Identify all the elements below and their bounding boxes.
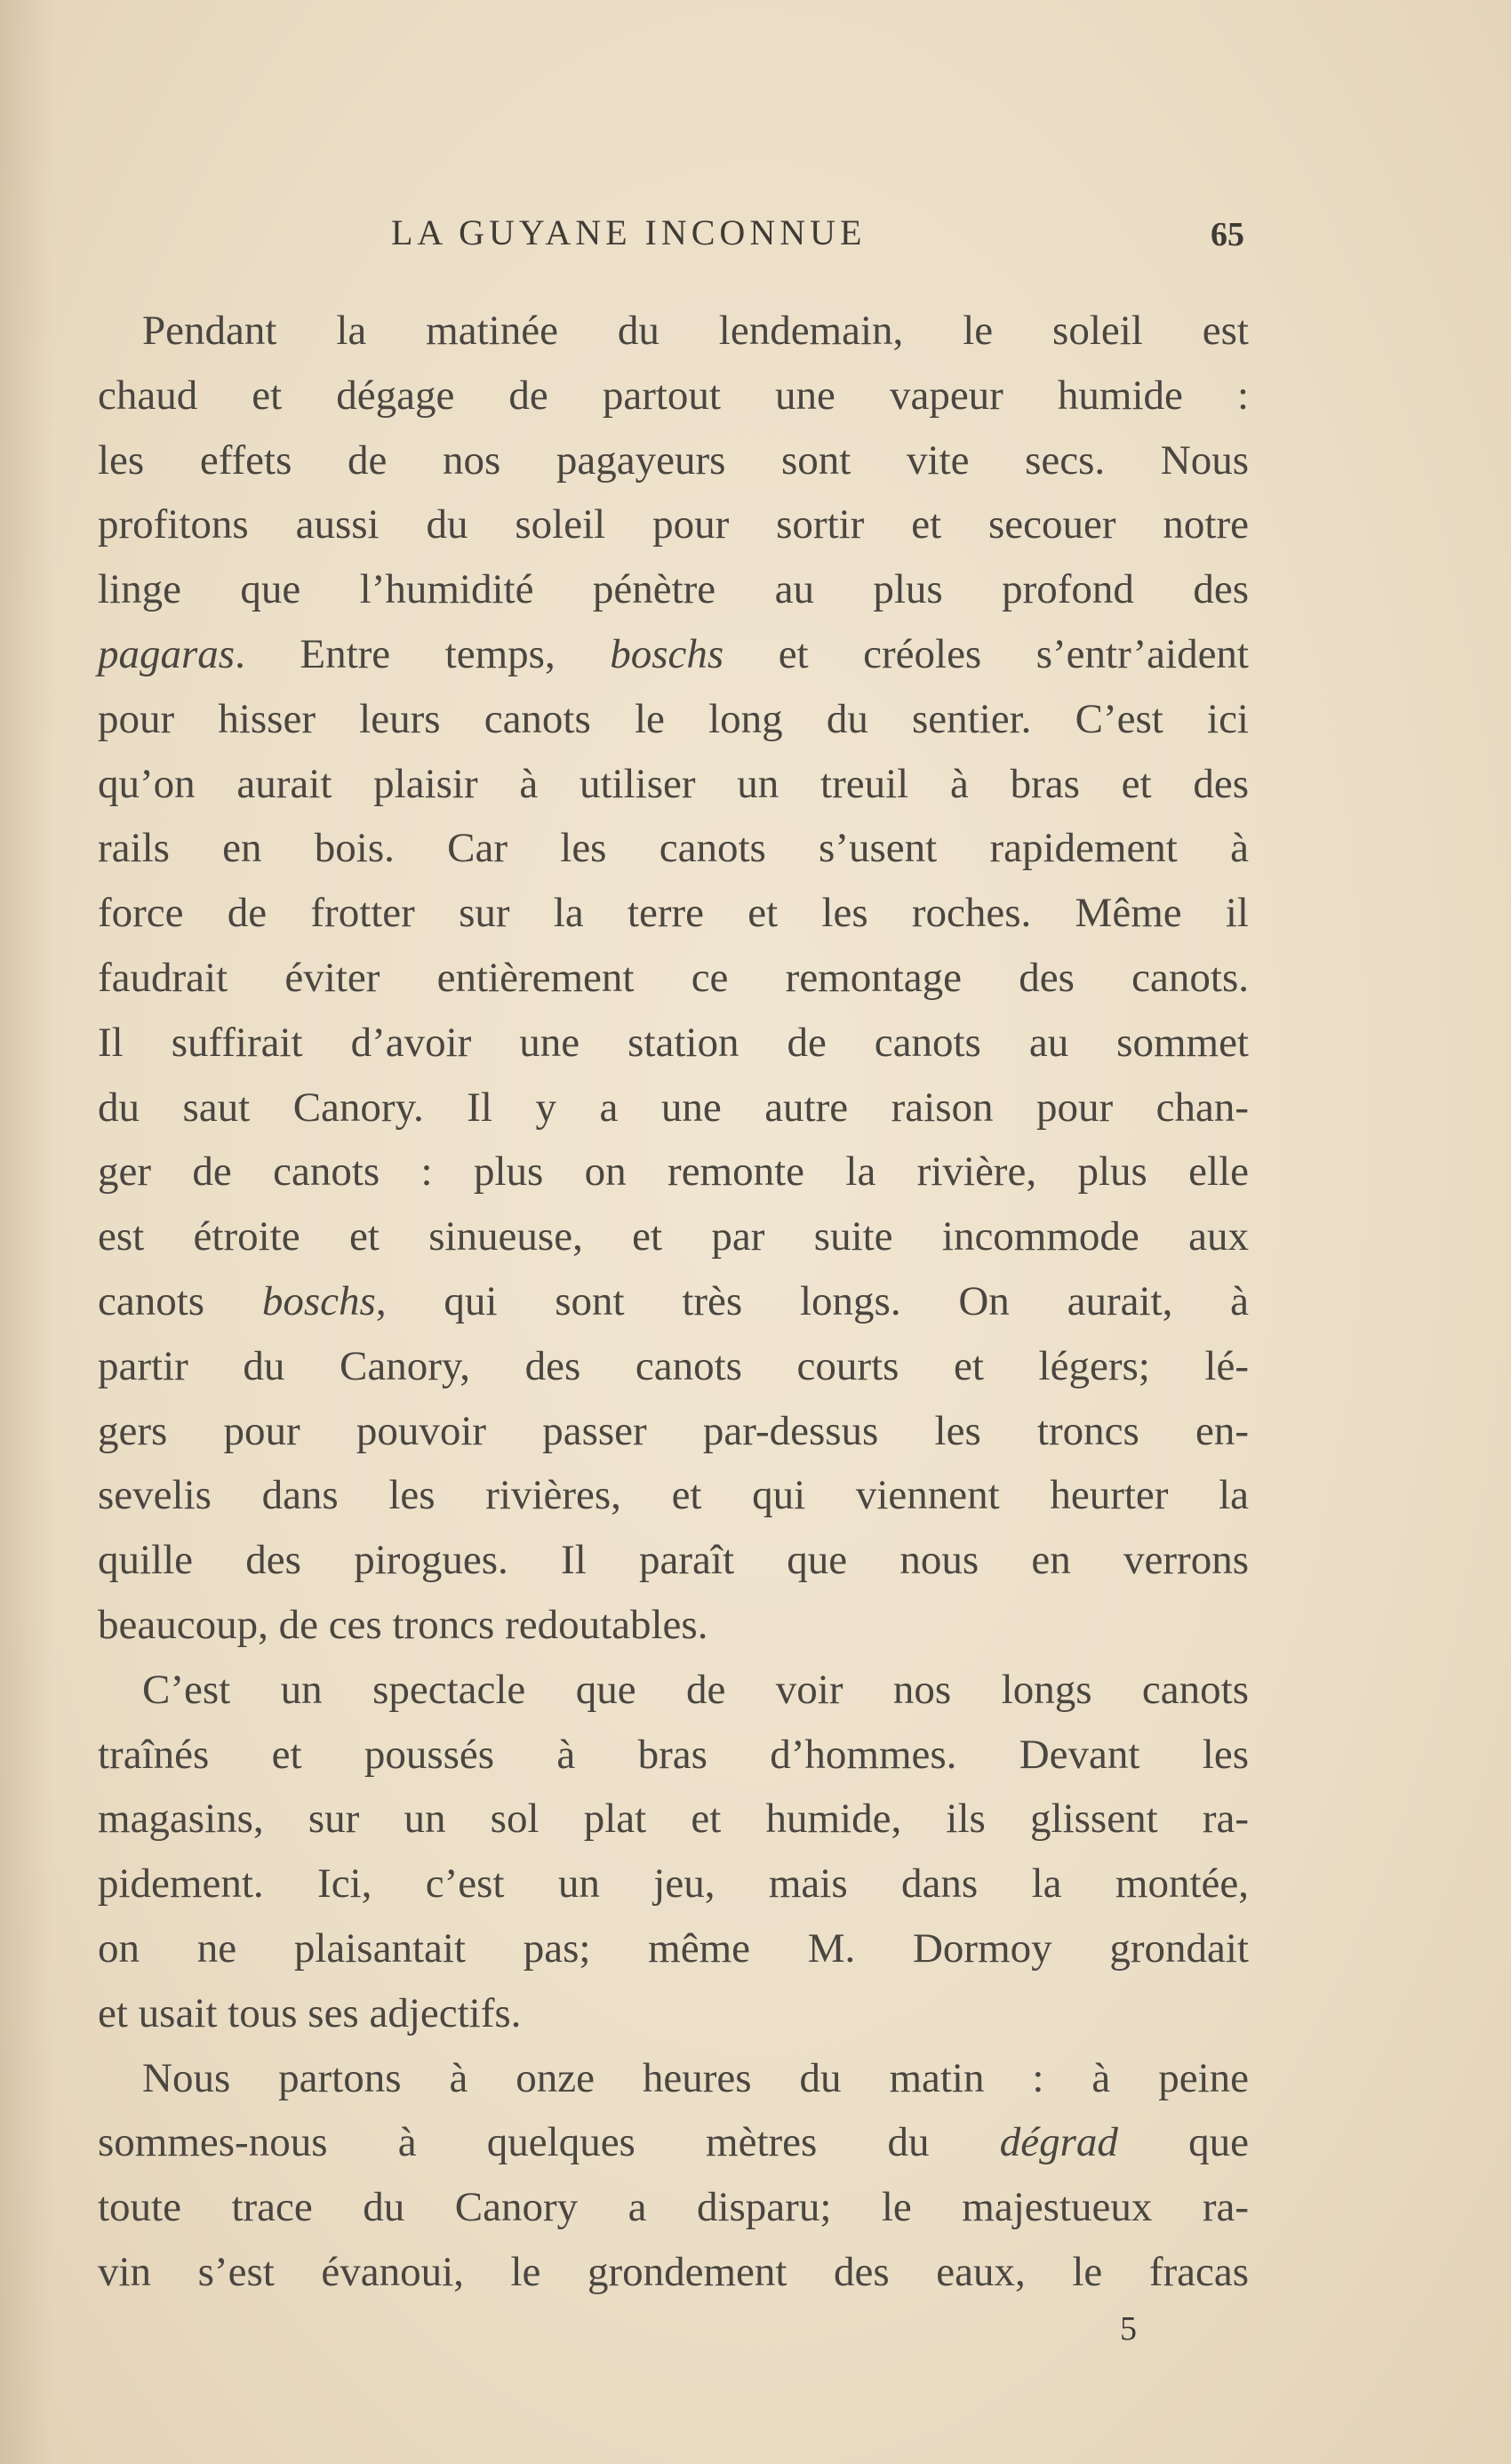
text-line: C’est un spectacle que de voir nos longs canots: [142, 1666, 1249, 1713]
text-line: pidement. Ici, c’est un jeu, mais dans la montée,: [98, 1860, 1249, 1908]
page-number: 65: [1211, 216, 1244, 253]
text-line: canots boschs, qui sont très longs. On aurait, à: [98, 1277, 1249, 1324]
text-line: magasins, sur un sol plat et humide, ils glissent ra-: [98, 1796, 1249, 1843]
text-line: beaucoup, de ces troncs redoutables.: [98, 1601, 708, 1648]
text-line: du saut Canory. Il y a une autre raison pour chan-: [98, 1084, 1249, 1131]
text-line: vin s’est évanoui, le grondement des eaux, le fracas: [98, 2248, 1249, 2295]
text-line: pour hisser leurs canots le long du sentier. C’est ici: [98, 695, 1249, 742]
signature-mark: 5: [1120, 2310, 1137, 2348]
text-line: toute trace du Canory a disparu; le majestueux ra-: [98, 2184, 1249, 2231]
text-line: force de frotter sur la terre et les roches. Même il: [98, 890, 1249, 937]
text-line: chaud et dégage de partout une vapeur humide :: [98, 372, 1249, 419]
page-edge-shadow: [0, 0, 53, 2464]
text-line: on ne plaisantait pas; même M. Dormoy grondait: [98, 1924, 1249, 1972]
text-line: linge que l’humidité pénètre au plus profond des: [98, 566, 1249, 613]
text-line: faudrait éviter entièrement ce remontage des canots.: [98, 954, 1249, 1001]
body-text: [98, 299, 1249, 2305]
text-line: partir du Canory, des canots courts et légers; lé-: [98, 1342, 1249, 1389]
running-head: [391, 212, 1244, 261]
text-line: rails en bois. Car les canots s’usent rapidement à: [98, 825, 1249, 872]
text-line: gers pour pouvoir passer par-dessus les troncs en-: [98, 1407, 1249, 1454]
text-line: traînés et poussés à bras d’hommes. Devant les: [98, 1731, 1249, 1778]
text-line: pagaras. Entre temps, boschs et créoles s’entr’aident: [98, 630, 1249, 677]
text-line: Pendant la matinée du lendemain, le soleil est: [142, 308, 1249, 354]
text-line: les effets de nos pagayeurs sont vite secs. Nous: [98, 436, 1249, 484]
text-line: profitons aussi du soleil pour sortir et secouer notre: [98, 501, 1249, 548]
text-line: quille des pirogues. Il paraît que nous en verrons: [98, 1537, 1249, 1584]
text-line: et usait tous ses adjectifs.: [98, 1989, 522, 2036]
text-line: qu’on aurait plaisir à utiliser un treuil à bras et des: [98, 760, 1249, 807]
text-line: sevelis dans les rivières, et qui viennent heurter la: [98, 1472, 1249, 1519]
text-line: Il suffirait d’avoir une station de canots au sommet: [98, 1019, 1249, 1066]
text-line: est étroite et sinueuse, et par suite incommode aux: [98, 1213, 1249, 1260]
text-line: Nous partons à onze heures du matin : à peine: [142, 2054, 1249, 2101]
text-line: ger de canots : plus on remonte la rivière, plus elle: [98, 1148, 1249, 1196]
running-title: LA GUYANE INCONNUE: [391, 212, 867, 252]
text-line: sommes-nous à quelques mètres du dégrad que: [98, 2119, 1249, 2166]
